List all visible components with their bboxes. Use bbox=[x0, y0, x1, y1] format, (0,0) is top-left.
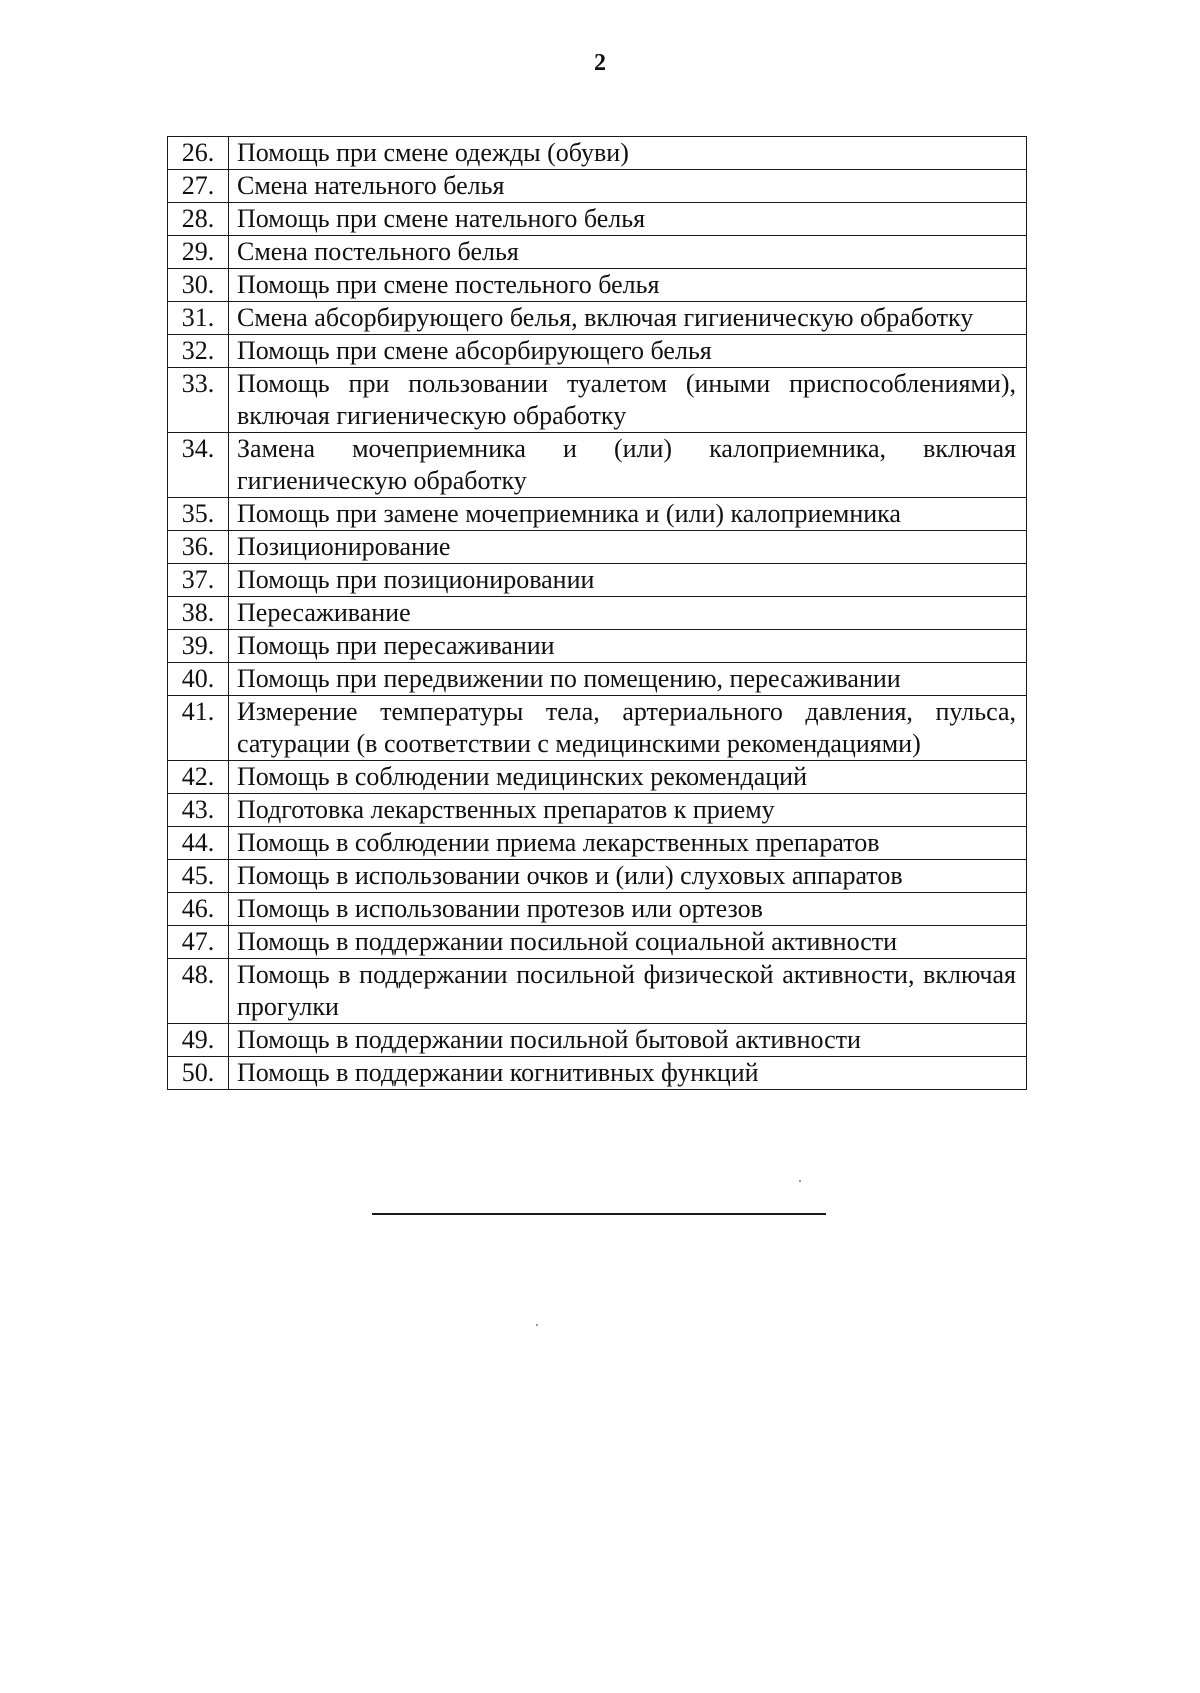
row-text: Помощь при смене одежды (обуви) bbox=[229, 137, 1027, 170]
row-text: Смена нательного белья bbox=[229, 170, 1027, 203]
table-row bbox=[168, 696, 1027, 761]
row-number: 44. bbox=[168, 827, 229, 860]
row-text: Смена абсорбирующего белья, включая гигиеническую обработку bbox=[229, 302, 1027, 335]
row-number: 36. bbox=[168, 531, 229, 564]
row-number: 38. bbox=[168, 597, 229, 630]
row-number: 48. bbox=[168, 959, 229, 1024]
row-text: Помощь при смене абсорбирующего белья bbox=[229, 335, 1027, 368]
table-row bbox=[168, 597, 1027, 630]
row-number: 47. bbox=[168, 926, 229, 959]
row-text: Помощь в поддержании когнитивных функций bbox=[229, 1057, 1027, 1090]
row-text: Помощь в использовании протезов или ортезов bbox=[229, 893, 1027, 926]
row-number: 33. bbox=[168, 368, 229, 433]
table-row bbox=[168, 630, 1027, 663]
row-number: 28. bbox=[168, 203, 229, 236]
row-text: Подготовка лекарственных препаратов к приему bbox=[229, 794, 1027, 827]
table-row bbox=[168, 302, 1027, 335]
row-number: 32. bbox=[168, 335, 229, 368]
row-text: Помощь при смене нательного белья bbox=[229, 203, 1027, 236]
table-row bbox=[168, 170, 1027, 203]
row-number: 34. bbox=[168, 433, 229, 498]
table-row bbox=[168, 433, 1027, 498]
table-row bbox=[168, 269, 1027, 302]
row-number: 49. bbox=[168, 1024, 229, 1057]
end-separator-line bbox=[372, 1213, 826, 1215]
row-number: 31. bbox=[168, 302, 229, 335]
table-row bbox=[168, 137, 1027, 170]
row-number: 43. bbox=[168, 794, 229, 827]
row-number: 46. bbox=[168, 893, 229, 926]
table-row bbox=[168, 761, 1027, 794]
row-number: 27. bbox=[168, 170, 229, 203]
table-row bbox=[168, 827, 1027, 860]
row-number: 35. bbox=[168, 498, 229, 531]
row-number: 29. bbox=[168, 236, 229, 269]
row-number: 45. bbox=[168, 860, 229, 893]
row-text: Помощь при позиционировании bbox=[229, 564, 1027, 597]
row-text: Помощь в поддержании посильной бытовой активности bbox=[229, 1024, 1027, 1057]
row-number: 30. bbox=[168, 269, 229, 302]
row-text: Замена мочеприемника и (или) калоприемника, включая гигиеническую обработку bbox=[229, 433, 1027, 498]
row-text: Помощь в соблюдении медицинских рекомендаций bbox=[229, 761, 1027, 794]
row-text: Позиционирование bbox=[229, 531, 1027, 564]
table-row bbox=[168, 531, 1027, 564]
row-number: 39. bbox=[168, 630, 229, 663]
row-number: 26. bbox=[168, 137, 229, 170]
row-text: Измерение температуры тела, артериального давления, пульса, сатурации (в соответствии с медицинскими рекомендациями) bbox=[229, 696, 1027, 761]
table-row bbox=[168, 564, 1027, 597]
row-text: Пересаживание bbox=[229, 597, 1027, 630]
table-row bbox=[168, 335, 1027, 368]
row-number: 40. bbox=[168, 663, 229, 696]
scan-speck bbox=[799, 1180, 801, 1182]
row-number: 41. bbox=[168, 696, 229, 761]
table-row bbox=[168, 794, 1027, 827]
table-row bbox=[168, 1057, 1027, 1090]
table-row bbox=[168, 498, 1027, 531]
row-text: Помощь в использовании очков и (или) слуховых аппаратов bbox=[229, 860, 1027, 893]
row-text: Помощь при смене постельного белья bbox=[229, 269, 1027, 302]
scan-speck bbox=[536, 1324, 538, 1326]
row-number: 42. bbox=[168, 761, 229, 794]
row-text: Помощь в поддержании посильной физической активности, включая прогулки bbox=[229, 959, 1027, 1024]
row-text: Помощь при передвижении по помещению, пересаживании bbox=[229, 663, 1027, 696]
table-row bbox=[168, 1024, 1027, 1057]
row-text: Помощь при пересаживании bbox=[229, 630, 1027, 663]
table-row bbox=[168, 663, 1027, 696]
row-text: Помощь в соблюдении приема лекарственных препаратов bbox=[229, 827, 1027, 860]
table-row bbox=[168, 893, 1027, 926]
table-row bbox=[168, 959, 1027, 1024]
row-text: Помощь при замене мочеприемника и (или) калоприемника bbox=[229, 498, 1027, 531]
row-text: Смена постельного белья bbox=[229, 236, 1027, 269]
row-number: 50. bbox=[168, 1057, 229, 1090]
table-row bbox=[168, 926, 1027, 959]
table-row bbox=[168, 860, 1027, 893]
table-row bbox=[168, 236, 1027, 269]
page-number: 2 bbox=[594, 50, 606, 76]
table-row bbox=[168, 203, 1027, 236]
row-number: 37. bbox=[168, 564, 229, 597]
row-text: Помощь при пользовании туалетом (иными приспособлениями), включая гигиеническую обработку bbox=[229, 368, 1027, 433]
services-table bbox=[167, 136, 1027, 1090]
row-text: Помощь в поддержании посильной социальной активности bbox=[229, 926, 1027, 959]
table-row bbox=[168, 368, 1027, 433]
